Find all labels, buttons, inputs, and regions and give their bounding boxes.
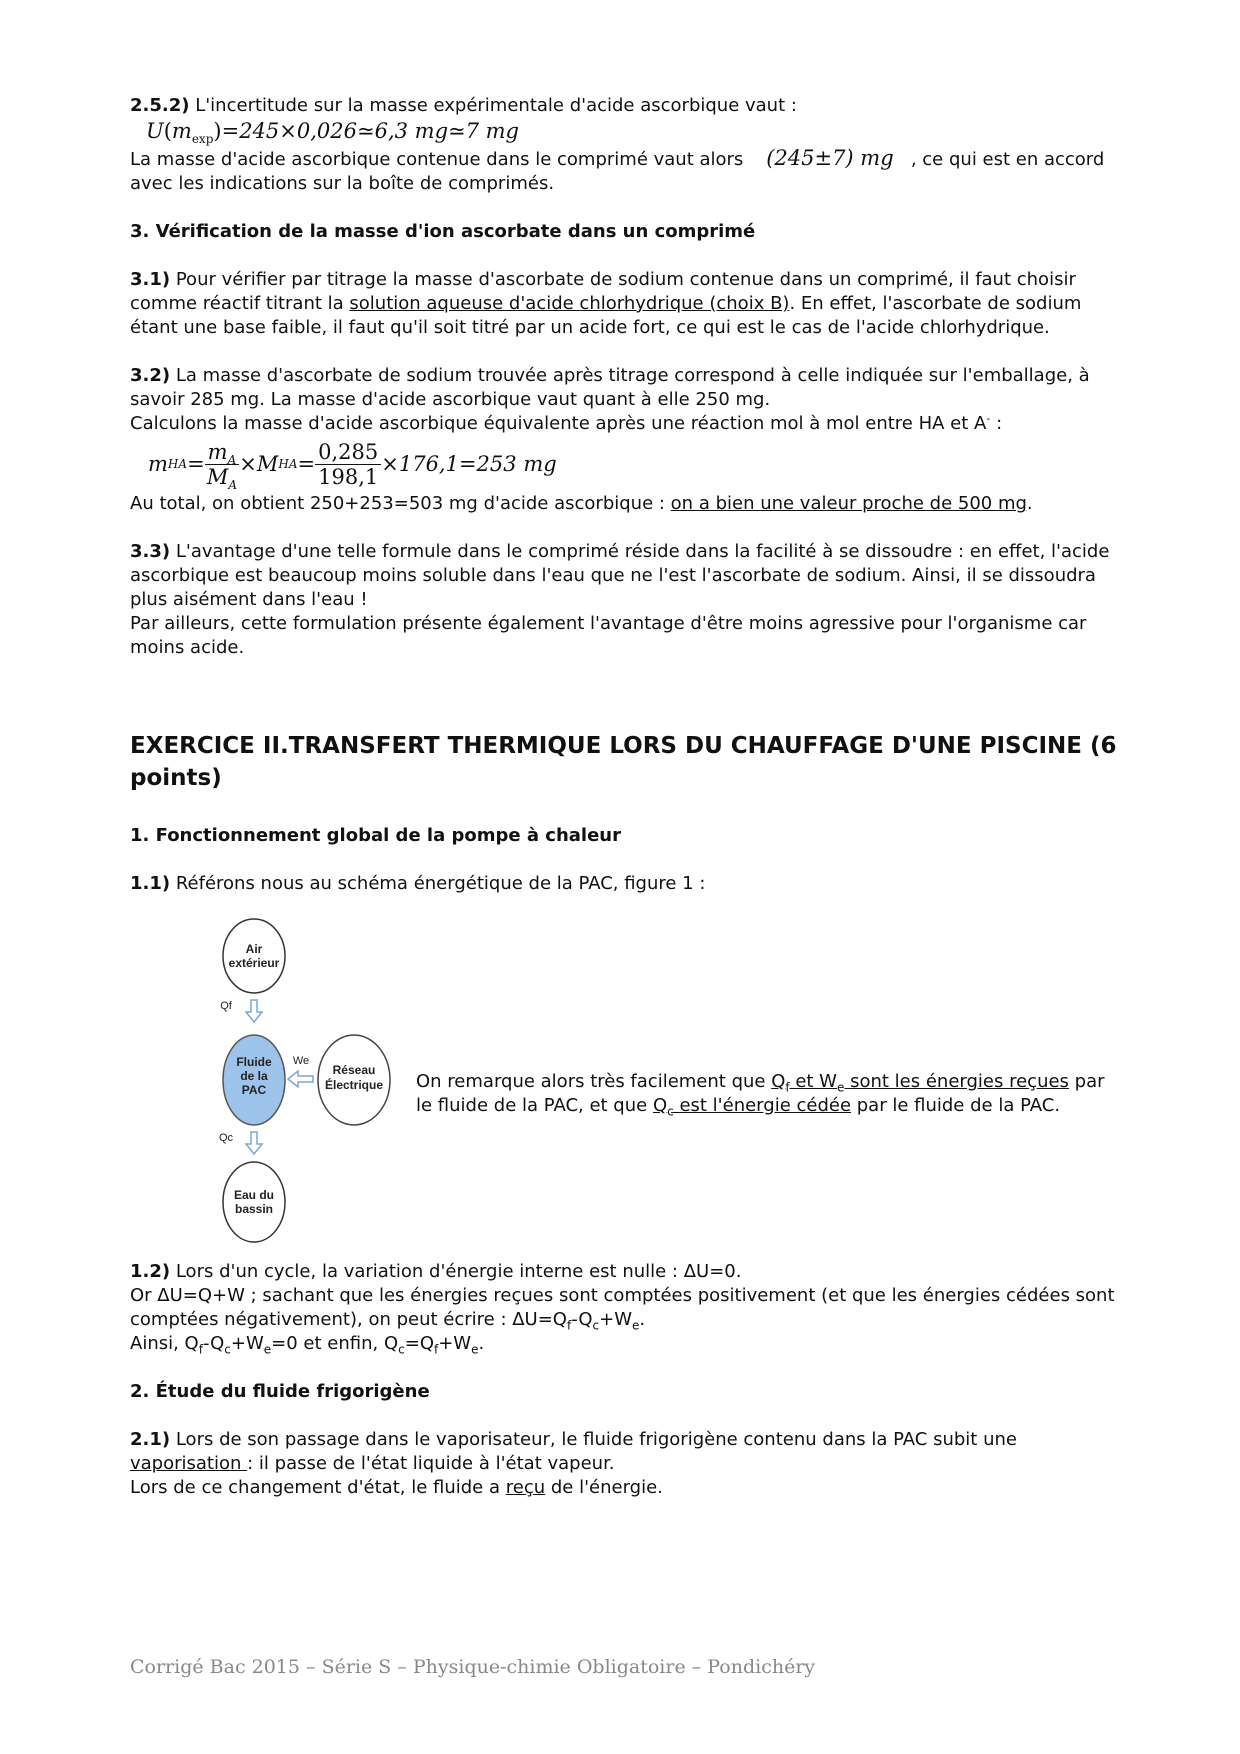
air-label-2: extérieur	[228, 956, 280, 970]
qf-label: Qf	[220, 1000, 232, 1012]
paragraph-3-3-b: Par ailleurs, cette formulation présente également l'avantage d'être moins agressive pour l'organisme car moins acide.	[130, 613, 1087, 658]
fluid-label-1: Fluide	[236, 1055, 272, 1069]
mass-result-formula: (245±7) mg	[766, 146, 894, 170]
paragraph-mass-result: La masse d'acide ascorbique contenue dans le comprimé vaut alors (245±7) mg , ce qui est en accord avec les indications sur la boîte de comprimés.	[130, 146, 1105, 194]
fluid-label-2: de la	[240, 1069, 268, 1083]
paragraph-1-1: 1.1) Référons nous au schéma énergétique de la PAC, figure 1 :	[130, 873, 706, 894]
paragraph-1-2-b: Or ΔU=Q+W ; sachant que les énergies reçues sont comptées positivement (et que les énergies cédées sont comptées négativement), on peut écrire : $\Delta U=Q_f-Q_c+W_e$.	[130, 1285, 1115, 1333]
figure-1-explanation: On remarque alors très facilement que $Q_f$ et $W_e$ sont les énergies reçues par le fluide de la PAC, et que $Q_c$ est l'énergie cédée par le fluide de la PAC.	[416, 1071, 1105, 1119]
section-3-title: 3. Vérification de la masse d'ion ascorbate dans un comprimé	[130, 221, 756, 242]
water-label-2: bassin	[234, 1202, 274, 1216]
paragraph-2-5-2: 2.5.2) L'incertitude sur la masse expérimentale d'acide ascorbique vaut :	[130, 95, 797, 116]
figure-1-row	[210, 912, 1130, 1252]
page-footer: Corrigé Bac 2015 – Série S – Physique-chimie Obligatoire – Pondichéry	[130, 1656, 816, 1678]
section-1-title: 1. Fonctionnement global de la pompe à chaleur	[130, 825, 621, 846]
paragraph-1-2-c: Ainsi, $Q_f-Q_c+W_e=0$ et enfin, $Q_c=Q_f+W_e$.	[130, 1333, 485, 1357]
left-arrow-icon	[288, 1071, 313, 1087]
energy-diagram	[210, 912, 400, 1252]
paragraph-3-1: 3.1) Pour vérifier par titrage la masse d'ascorbate de sodium contenue dans un comprimé, il faut choisir comme réactif titrant la solution aqueuse d'acide chlorhydrique (choix B). En effet, l'ascorbate de sodium étant une base faible, il faut qu'il soit titré par un acide fort, ce qui est le cas de l'acide chlorhydrique.	[130, 269, 1082, 338]
paragraph-2-1: 2.1) Lors de son passage dans le vaporisateur, le fluide frigorigène contenu dans la PAC subit une vaporisation : il passe de l'état liquide à l'état vapeur.	[130, 1429, 1017, 1474]
section-number: 2.5.2)	[130, 95, 190, 116]
down-arrow-icon-2	[246, 1132, 262, 1154]
uncertainty-formula: $U(m_{exp})=245\times 0,026≃6,3$ mg≃7 mg	[146, 119, 519, 147]
section-2-title: 2. Étude du fluide frigorigène	[130, 1381, 430, 1402]
document-page	[130, 94, 1130, 1500]
paragraph-1-2: 1.2) Lors d'un cycle, la variation d'énergie interne est nulle : ΔU=0.	[130, 1261, 742, 1282]
air-label-1: Air	[245, 942, 263, 956]
paragraph-3-2-total: Au total, on obtient 250+253=503 mg d'acide ascorbique : on a bien une valeur proche de 500 mg.	[130, 493, 1033, 514]
paragraph-3-2: 3.2) La masse d'ascorbate de sodium trouvée après titrage correspond à celle indiquée sur l'emballage, à savoir 285 mg. La masse d'acide ascorbique vaut quant à elle 250 mg.	[130, 365, 1090, 410]
grid-label-2: Électrique	[324, 1078, 384, 1092]
paragraph-3-2-calc: Calculons la masse d'acide ascorbique équivalente après une réaction mol à mol entre HA et A- :	[130, 412, 1003, 434]
down-arrow-icon	[246, 1000, 262, 1022]
fluid-label-3: PAC	[241, 1083, 267, 1097]
fraction-numeric: $\frac{0,285}{198,1}$	[315, 440, 381, 489]
fraction-ma-over-ma: $\frac{m_A}{M_A}$	[205, 440, 240, 489]
water-label-1: Eau du	[233, 1188, 275, 1202]
qc-label: Qc	[218, 1132, 234, 1144]
paragraph-2-1-b: Lors de ce changement d'état, le fluide a reçu de l'énergie.	[130, 1477, 663, 1498]
paragraph-3-3: 3.3) L'avantage d'une telle formule dans le comprimé réside dans la facilité à se dissoudre : en effet, l'acide ascorbique est beaucoup moins soluble dans l'eau que ne l'est l'ascorbate de sodium. Ainsi, il se dissoudra plus aisément dans l'eau !	[130, 541, 1110, 610]
energy-diagram-svg	[210, 912, 400, 1252]
we-label: We	[292, 1055, 310, 1067]
equivalent-mass-formula: m HA = $\frac{m_A}{M_A}$ ×M HA = $\frac{0,285}{198,1}$ ×176,1=253 mg	[148, 439, 557, 492]
exercise-2-title: EXERCICE II.TRANSFERT THERMIQUE LORS DU CHAUFFAGE D'UNE PISCINE (6 points)	[130, 733, 1117, 791]
grid-label-1: Réseau	[332, 1063, 376, 1077]
